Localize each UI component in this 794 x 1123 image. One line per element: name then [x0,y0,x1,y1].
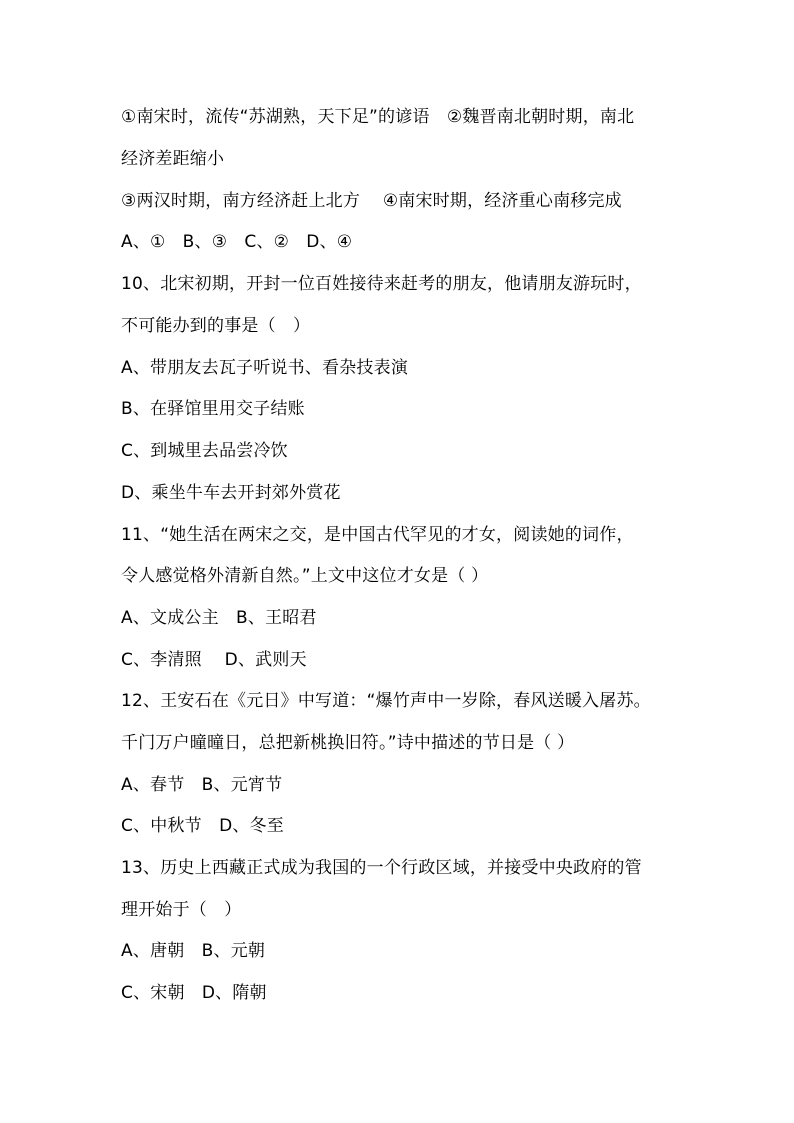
q10-option-a: A、带朋友去瓦子听说书、看杂技表演 [121,358,409,378]
q13-options-ab: A、唐朝 B、元朝 [121,941,266,961]
q13-stem-cont: 理开始于（ ） [121,900,242,920]
q10-stem: 10、北宋初期，开封一位百姓接待来赶考的朋友，他请朋友游玩时， [121,274,642,294]
q12-stem-cont: 千门万户曈曈日，总把新桃换旧符。”诗中描述的节日是（ ） [121,733,575,753]
q12-options-cd: C、中秋节 D、冬至 [121,816,284,836]
q11-stem: 11、“她生活在两宋之交，是中国古代罕见的才女，阅读她的词作， [121,525,634,545]
q11-options-ab: A、文成公主 B、王昭君 [121,608,317,628]
q13-stem: 13、历史上西藏正式成为我国的一个行政区域，并接受中央政府的管 [121,858,642,878]
q9-statement-3-4: ③两汉时期，南方经济赶上北方 ④南宋时期，经济重心南移完成 [121,191,622,211]
q10-option-b: B、在驿馆里用交子结账 [121,399,305,419]
q10-option-c: C、到城里去品尝冷饮 [121,441,288,461]
q11-stem-cont: 令人感觉格外清新自然。”上文中这位才女是（ ） [121,566,489,586]
q13-options-cd: C、宋朝 D、隋朝 [121,983,267,1003]
q11-options-cd: C、李清照 D、武则天 [121,650,307,670]
q10-stem-cont: 不可能办到的事是（ ） [121,316,311,336]
q12-options-ab: A、春节 B、元宵节 [121,775,283,795]
q10-option-d: D、乘坐牛车去开封郊外赏花 [121,483,341,503]
q12-stem: 12、王安石在《元日》中写道：“爆竹声中一岁除，春风送暖入屠苏。 [121,691,651,711]
q9-options: A、① B、③ C、② D、④ [121,232,353,252]
q9-statement-1-2: ①南宋时，流传“苏湖熟，天下足”的谚语 ②魏晋南北朝时期，南北 [121,107,635,127]
q9-statement-2-cont: 经济差距缩小 [121,149,225,169]
